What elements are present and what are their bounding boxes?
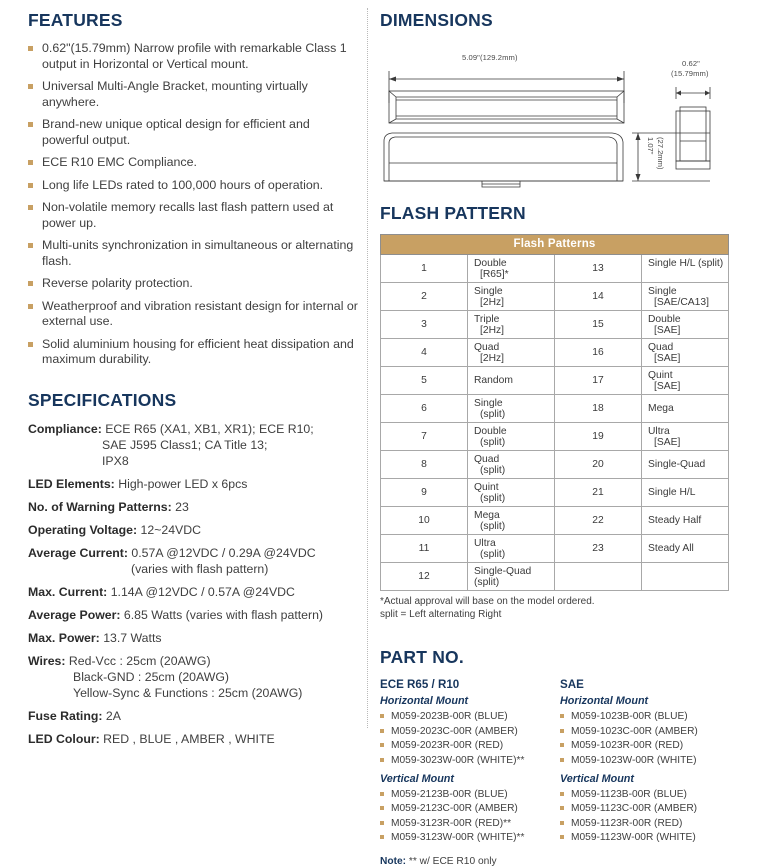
pattern-number: 7 (381, 423, 468, 451)
spec-value-cont: (varies with flash pattern) (131, 561, 269, 576)
list-item: Weatherproof and vibration resistant design for internal or external use. (28, 299, 358, 330)
pattern-number: 15 (555, 311, 642, 339)
pattern-number: 16 (555, 339, 642, 367)
list-item: M059-1123W-00R (WHITE) (560, 831, 740, 844)
pattern-tag: [2Hz] (480, 324, 505, 336)
spec-value: RED , BLUE , AMBER , WHITE (103, 731, 275, 746)
list-item: Solid aluminium housing for efficient heat dissipation and maximum durability. (28, 337, 358, 368)
table-header-row (381, 235, 729, 255)
pattern-number: 19 (555, 423, 642, 451)
pattern-label: Quad (648, 341, 674, 353)
pattern-label: Single H/L (648, 487, 696, 498)
pattern-tag: (split) (480, 548, 506, 560)
list-item: M059-2023B-00R (BLUE) (380, 710, 560, 723)
specifications-heading: SPECIFICATIONS (28, 389, 177, 410)
spec-value: 12~24VDC (140, 522, 202, 537)
list-item: 0.62"(15.79mm) Narrow profile with remarkable Class 1 output in Horizontal or Vertical mount. (28, 41, 358, 72)
mount-label-horizontal: Horizontal Mount (380, 695, 469, 707)
spec-row-average-power (28, 607, 358, 623)
pattern-name (468, 395, 555, 423)
list-item: Brand-new unique optical design for efficient and powerful output. (28, 117, 358, 148)
pattern-name (642, 395, 729, 423)
part-no-note (380, 856, 740, 867)
pattern-label: Triple (474, 313, 500, 325)
flash-pattern-table (380, 234, 729, 591)
spec-value: 13.7 Watts (103, 630, 162, 645)
spec-value: 6.85 Watts (varies with flash pattern) (123, 607, 324, 622)
part-list-horizontal (560, 710, 740, 767)
spec-label: Max. Current: (28, 584, 108, 599)
pattern-name (468, 479, 555, 507)
pattern-label: Single (474, 285, 503, 297)
mount-label-vertical: Vertical Mount (380, 772, 454, 785)
pattern-name (468, 339, 555, 367)
spec-row-wires (28, 653, 358, 701)
part-list-vertical (560, 788, 740, 845)
spec-label: LED Colour: (28, 731, 100, 746)
part-no-columns (380, 678, 740, 846)
pattern-name (642, 451, 729, 479)
pattern-label: Quad (474, 453, 500, 465)
spec-value: ECE R65 (XA1, XB1, XR1); ECE R10; (105, 421, 314, 436)
features-heading: FEATURES (28, 10, 123, 30)
table-row (381, 367, 729, 395)
pattern-tag: (split) (480, 408, 506, 420)
dimensions-heading: DIMENSIONS (380, 10, 493, 30)
table-row (381, 283, 729, 311)
pattern-name (468, 255, 555, 283)
pattern-label: Ultra (648, 425, 670, 437)
spec-row-operating-voltage (28, 522, 358, 538)
spec-value-cont: Black-GND : 25cm (20AWG) (73, 669, 230, 684)
part-no-column-ece (380, 678, 560, 846)
pattern-name (642, 507, 729, 535)
flash-pattern-footnotes (380, 596, 740, 621)
spec-row-warning-patterns (28, 499, 358, 515)
spec-value: High-power LED x 6pcs (118, 476, 248, 491)
pattern-label: Quad (474, 341, 500, 353)
spec-row-led-elements (28, 476, 358, 492)
part-list-vertical (380, 788, 560, 845)
pattern-label: Single-Quad (split) (474, 565, 532, 588)
spec-value: 0.57A @12VDC / 0.29A @24VDC (131, 545, 316, 560)
footnote-split: split = Left alternating Right (380, 608, 502, 620)
pattern-name (468, 535, 555, 563)
pattern-name (642, 255, 729, 283)
spec-label: Average Power: (28, 607, 121, 622)
spec-label: No. of Warning Patterns: (28, 499, 172, 514)
pattern-number: 22 (555, 507, 642, 535)
pattern-name (642, 479, 729, 507)
spec-label: Compliance: (28, 421, 102, 436)
spec-value-cont: Yellow-Sync & Functions : 25cm (20AWG) (73, 685, 303, 700)
spec-label: Average Current: (28, 545, 128, 560)
table-row (381, 507, 729, 535)
list-item: ECE R10 EMC Compliance. (28, 155, 358, 171)
spec-value: 1.14A @12VDC / 0.57A @24VDC (110, 584, 295, 599)
table-row (381, 311, 729, 339)
footnote-approval: *Actual approval will base on the model ordered. (380, 596, 595, 607)
pattern-label: Double (648, 313, 681, 325)
spec-value: Red-Vcc : 25cm (20AWG) (68, 653, 211, 668)
pattern-name (468, 451, 555, 479)
pattern-name (468, 311, 555, 339)
pattern-label: Random (474, 375, 513, 386)
pattern-tag: (split) (480, 436, 506, 448)
pattern-tag: [R65]* (480, 268, 509, 280)
spec-label: Operating Voltage: (28, 522, 138, 537)
dimension-depth-label: 0.62" (682, 59, 700, 68)
list-item: M059-1023C-00R (AMBER) (560, 725, 740, 738)
spec-value-cont: SAE J595 Class1; CA Title 13; (102, 437, 268, 452)
pattern-number: 18 (555, 395, 642, 423)
spec-value: 2A (105, 708, 121, 723)
pattern-number: 1 (381, 255, 468, 283)
flash-pattern-heading: FLASH PATTERN (380, 203, 526, 223)
pattern-tag: [2Hz] (480, 352, 505, 364)
pattern-name (642, 339, 729, 367)
pattern-label: Ultra (474, 537, 496, 549)
pattern-tag: (split) (480, 464, 506, 476)
list-item: M059-3123R-00R (RED)** (380, 817, 560, 830)
list-item: Non-volatile memory recalls last flash pattern used at power up. (28, 200, 358, 231)
pattern-number: 13 (555, 255, 642, 283)
pattern-tag: (split) (480, 520, 506, 532)
pattern-number: 12 (381, 563, 468, 591)
pattern-number: 17 (555, 367, 642, 395)
pattern-label: Mega (648, 403, 674, 414)
spec-value: 23 (175, 499, 189, 514)
list-item: M059-1023W-00R (WHITE) (560, 754, 740, 767)
pattern-label: Steady All (648, 543, 694, 554)
pattern-tag: [SAE] (654, 436, 681, 448)
pattern-number: 21 (555, 479, 642, 507)
pattern-name-empty (642, 563, 729, 591)
list-item: M059-2123B-00R (BLUE) (380, 788, 560, 801)
pattern-label: Single (474, 397, 503, 409)
spec-label: Fuse Rating: (28, 708, 103, 723)
list-item: Long life LEDs rated to 100,000 hours of operation. (28, 178, 358, 194)
pattern-tag: [2Hz] (480, 296, 505, 308)
list-item: M059-2023R-00R (RED) (380, 739, 560, 752)
pattern-label: Quint (648, 369, 673, 381)
pattern-number: 2 (381, 283, 468, 311)
mount-label-vertical: Vertical Mount (560, 772, 634, 785)
right-column (380, 10, 740, 867)
standard-label: SAE (560, 678, 584, 691)
pattern-label: Single H/L (split) (648, 257, 724, 269)
pattern-name (468, 367, 555, 395)
pattern-number: 20 (555, 451, 642, 479)
table-row (381, 395, 729, 423)
specifications-list (28, 421, 358, 747)
table-row (381, 423, 729, 451)
pattern-name (468, 507, 555, 535)
dimension-height-label-mm: (27.2mm) (656, 137, 665, 170)
list-item: M059-1023B-00R (BLUE) (560, 710, 740, 723)
mount-label-horizontal: Horizontal Mount (560, 695, 649, 707)
pattern-name (642, 423, 729, 451)
left-column (28, 10, 358, 754)
pattern-tag: [SAE] (654, 352, 681, 364)
pattern-name (642, 283, 729, 311)
pattern-label: Quint (474, 481, 499, 493)
part-no-column-sae (560, 678, 740, 846)
note-label: Note: (380, 855, 407, 867)
table-row (381, 535, 729, 563)
pattern-name (642, 535, 729, 563)
list-item: Multi-units synchronization in simultaneous or alternating flash. (28, 238, 358, 269)
list-item: M059-2023C-00R (AMBER) (380, 725, 560, 738)
table-row (381, 563, 729, 591)
list-item: M059-3023W-00R (WHITE)** (380, 754, 560, 767)
list-item: M059-2123C-00R (AMBER) (380, 802, 560, 815)
spec-label: LED Elements: (28, 476, 115, 491)
pattern-name (468, 283, 555, 311)
spec-row-compliance (28, 421, 358, 469)
pattern-label: Steady Half (648, 515, 702, 526)
part-no-heading: PART NO. (380, 647, 464, 667)
pattern-number-empty (555, 563, 642, 591)
spec-label: Max. Power: (28, 630, 100, 645)
flash-patterns-title: Flash Patterns (381, 235, 729, 255)
pattern-number: 3 (381, 311, 468, 339)
spec-row-led-colour (28, 731, 358, 747)
spec-row-fuse-rating (28, 708, 358, 724)
dimension-height-label: 1.07" (646, 137, 655, 155)
features-list (28, 41, 358, 368)
spec-row-average-current (28, 545, 358, 577)
list-item: M059-1123R-00R (RED) (560, 817, 740, 830)
spec-row-max-current (28, 584, 358, 600)
column-divider (367, 8, 368, 728)
pattern-name (468, 563, 555, 591)
part-list-horizontal (380, 710, 560, 767)
dimensions-drawing (380, 41, 740, 201)
pattern-number: 23 (555, 535, 642, 563)
table-row (381, 451, 729, 479)
pattern-number: 4 (381, 339, 468, 367)
pattern-number: 5 (381, 367, 468, 395)
table-row (381, 479, 729, 507)
list-item: M059-1023R-00R (RED) (560, 739, 740, 752)
list-item: Universal Multi-Angle Bracket, mounting virtually anywhere. (28, 79, 358, 110)
pattern-name (468, 423, 555, 451)
pattern-tag: [SAE] (654, 324, 681, 336)
pattern-tag: (split) (480, 492, 506, 504)
pattern-number: 11 (381, 535, 468, 563)
spec-row-max-power (28, 630, 358, 646)
table-row (381, 339, 729, 367)
list-item: M059-1123C-00R (AMBER) (560, 802, 740, 815)
pattern-number: 6 (381, 395, 468, 423)
pattern-tag: [SAE/CA13] (654, 296, 709, 308)
pattern-label: Double (474, 257, 507, 269)
spec-label: Wires: (28, 653, 66, 668)
note-text: ** w/ ECE R10 only (408, 855, 497, 867)
pattern-label: Mega (474, 509, 500, 521)
pattern-number: 10 (381, 507, 468, 535)
pattern-number: 14 (555, 283, 642, 311)
pattern-name (642, 367, 729, 395)
list-item: M059-1123B-00R (BLUE) (560, 788, 740, 801)
pattern-tag: [SAE] (654, 380, 681, 392)
pattern-label: Single (648, 285, 677, 297)
dimension-depth-label-mm: (15.79mm) (671, 69, 709, 78)
standard-label: ECE R65 / R10 (380, 678, 460, 691)
table-row (381, 255, 729, 283)
pattern-number: 9 (381, 479, 468, 507)
spec-value-cont: IPX8 (102, 453, 129, 468)
pattern-number: 8 (381, 451, 468, 479)
list-item: M059-3123W-00R (WHITE)** (380, 831, 560, 844)
list-item: Reverse polarity protection. (28, 276, 358, 292)
pattern-label: Double (474, 425, 507, 437)
pattern-label: Single-Quad (648, 459, 706, 470)
pattern-name (642, 311, 729, 339)
dimension-length-label: 5.09"(129.2mm) (462, 53, 518, 62)
